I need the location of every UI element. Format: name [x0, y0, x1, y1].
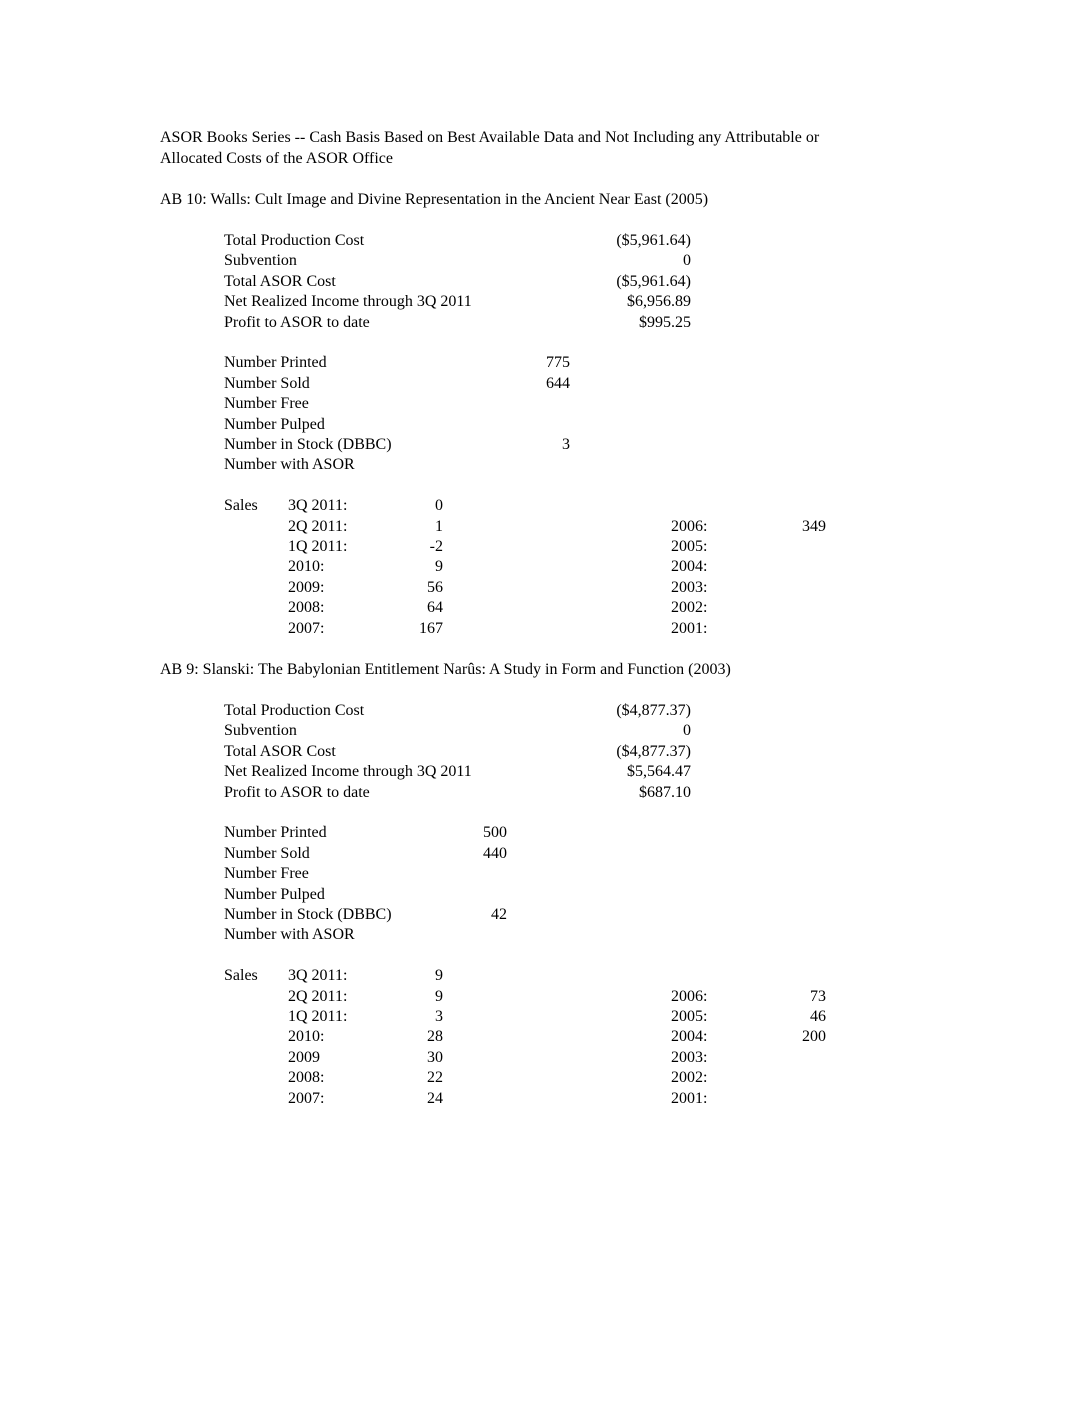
financial-value: $6,956.89 — [627, 293, 691, 310]
count-value: 644 — [546, 375, 570, 392]
sales-period: 2003: — [671, 579, 708, 596]
book-title: AB 10: Walls: Cult Image and Divine Representation in the Ancient Near East (2005) — [160, 191, 709, 208]
count-label: Number Sold — [224, 375, 310, 392]
count-value: 3 — [562, 436, 570, 453]
sales-value: 56 — [427, 579, 443, 596]
sales-period: 3Q 2011: — [288, 497, 348, 514]
sales-period: 3Q 2011: — [288, 967, 348, 984]
count-label: Number Sold — [224, 845, 310, 862]
sales-period: 2009 — [288, 1049, 320, 1066]
sales-value: 64 — [427, 599, 443, 616]
financial-value: $995.25 — [639, 314, 691, 331]
sales-period: 1Q 2011: — [288, 1008, 348, 1025]
financial-value: ($4,877.37) — [616, 743, 691, 760]
financial-label: Subvention — [224, 722, 297, 739]
count-value: 500 — [483, 824, 507, 841]
count-label: Number with ASOR — [224, 926, 355, 943]
header-line-2: Allocated Costs of the ASOR Office — [160, 150, 394, 167]
sales-value: 1 — [435, 518, 443, 535]
sales-period: 2004: — [671, 558, 708, 575]
sales-value: 9 — [435, 988, 443, 1005]
sales-label: Sales — [224, 497, 258, 514]
count-label: Number Printed — [224, 354, 327, 371]
count-label: Number with ASOR — [224, 456, 355, 473]
sales-value: 3 — [435, 1008, 443, 1025]
financial-value: ($5,961.64) — [616, 273, 691, 290]
sales-value: 24 — [427, 1090, 443, 1107]
count-value: 42 — [491, 906, 507, 923]
sales-value: 0 — [435, 497, 443, 514]
sales-period: 2010: — [288, 558, 325, 575]
financial-value: 0 — [683, 252, 691, 269]
financial-label: Profit to ASOR to date — [224, 784, 370, 801]
count-label: Number Pulped — [224, 416, 325, 433]
sales-value: 22 — [427, 1069, 443, 1086]
sales-period: 2008: — [288, 599, 325, 616]
book-title: AB 9: Slanski: The Babylonian Entitlement Narûs: A Study in Form and Function (2003) — [160, 661, 731, 678]
sales-period: 2007: — [288, 620, 325, 637]
financial-label: Subvention — [224, 252, 297, 269]
count-value: 775 — [546, 354, 570, 371]
sales-period: 2005: — [671, 538, 708, 555]
financial-value: ($5,961.64) — [616, 232, 691, 249]
sales-period: 2008: — [288, 1069, 325, 1086]
sales-period: 2007: — [288, 1090, 325, 1107]
count-label: Number in Stock (DBBC) — [224, 436, 392, 453]
sales-period: 2002: — [671, 1069, 708, 1086]
sales-period: 2001: — [671, 620, 708, 637]
financial-label: Total Production Cost — [224, 232, 365, 249]
sales-value: 30 — [427, 1049, 443, 1066]
sales-period: 2Q 2011: — [288, 518, 348, 535]
financial-label: Net Realized Income through 3Q 2011 — [224, 293, 472, 310]
sales-period: 2004: — [671, 1028, 708, 1045]
count-value: 440 — [483, 845, 507, 862]
financial-value: $687.10 — [639, 784, 691, 801]
sales-period: 2006: — [671, 518, 708, 535]
sales-value: -2 — [429, 538, 443, 555]
sales-value: 200 — [802, 1028, 826, 1045]
financial-value: $5,564.47 — [627, 763, 691, 780]
sales-value: 9 — [435, 558, 443, 575]
sales-value: 349 — [802, 518, 826, 535]
sales-value: 73 — [810, 988, 826, 1005]
sales-value: 28 — [427, 1028, 443, 1045]
sales-value: 9 — [435, 967, 443, 984]
financial-value: 0 — [683, 722, 691, 739]
sales-value: 167 — [419, 620, 443, 637]
count-label: Number Free — [224, 395, 309, 412]
financial-label: Total ASOR Cost — [224, 743, 336, 760]
sales-period: 2Q 2011: — [288, 988, 348, 1005]
count-label: Number in Stock (DBBC) — [224, 906, 392, 923]
header-line-1: ASOR Books Series -- Cash Basis Based on Best Available Data and Not Including any Attributable or — [160, 129, 820, 146]
sales-period: 2009: — [288, 579, 325, 596]
financial-label: Total Production Cost — [224, 702, 365, 719]
sales-period: 2002: — [671, 599, 708, 616]
count-label: Number Free — [224, 865, 309, 882]
sales-label: Sales — [224, 967, 258, 984]
count-label: Number Printed — [224, 824, 327, 841]
financial-label: Net Realized Income through 3Q 2011 — [224, 763, 472, 780]
sales-period: 2003: — [671, 1049, 708, 1066]
financial-value: ($4,877.37) — [616, 702, 691, 719]
sales-period: 2010: — [288, 1028, 325, 1045]
count-label: Number Pulped — [224, 886, 325, 903]
financial-label: Profit to ASOR to date — [224, 314, 370, 331]
sales-period: 2001: — [671, 1090, 708, 1107]
sales-period: 1Q 2011: — [288, 538, 348, 555]
sales-period: 2005: — [671, 1008, 708, 1025]
sales-value: 46 — [810, 1008, 826, 1025]
sales-period: 2006: — [671, 988, 708, 1005]
financial-label: Total ASOR Cost — [224, 273, 336, 290]
